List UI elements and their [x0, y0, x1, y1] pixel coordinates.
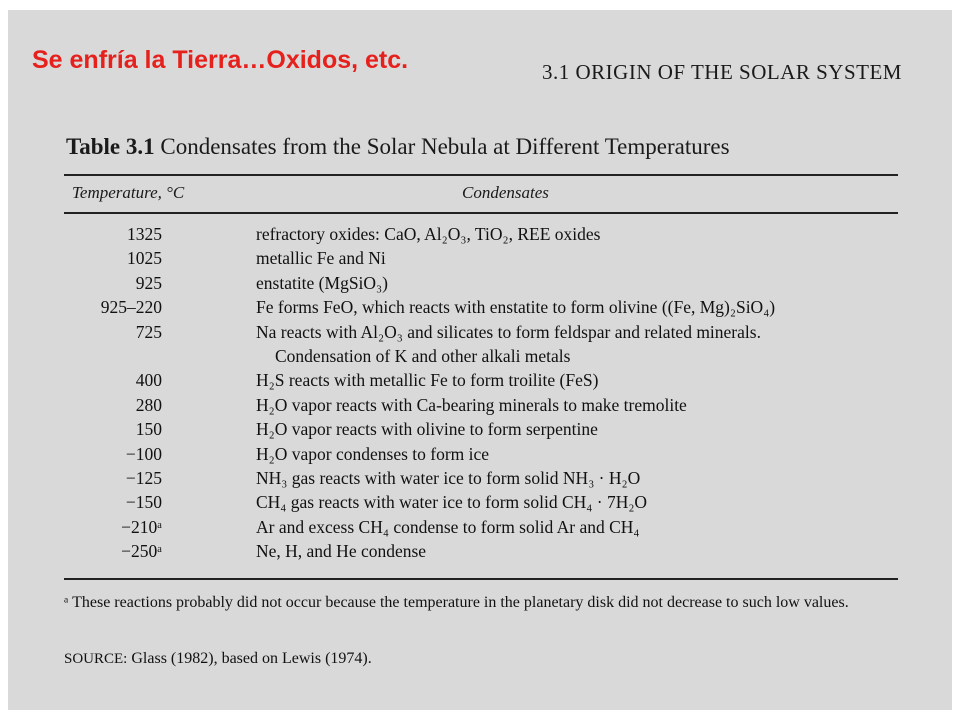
table-row [0, 273, 960, 297]
table-row [0, 224, 960, 248]
temperature-cell: 1325 [127, 224, 162, 244]
source-label: SOURCE: [64, 651, 128, 667]
temperature-cell: 725 [135, 321, 162, 342]
table-body [0, 224, 960, 565]
condensates-cell: CH₄ gas reacts with water ice to form solid CH₄ · 7H₂O [256, 492, 648, 513]
table-title: Condensates from the Solar Nebula at Different Temperatures [160, 134, 730, 159]
column-header-temperature: Temperature, °C [72, 183, 185, 202]
running-head: 3.1 ORIGIN OF THE SOLAR SYSTEM [542, 60, 902, 84]
table-row [0, 370, 960, 394]
bottom-rule [64, 578, 898, 580]
table-footnote: ᵃ These reactions probably did not occur because the temperature in the planetary disk did not decrease to such low values. [64, 594, 849, 611]
condensates-cell: Na reacts with Al₂O₃ and silicates to form feldspar and related minerals. [256, 321, 761, 342]
table-row [0, 395, 960, 419]
temperature-cell: −250ᵃ [121, 541, 162, 562]
table-row [0, 248, 960, 272]
temperature-cell: 280 [135, 394, 162, 415]
table-row [0, 322, 960, 346]
condensates-cell: metallic Fe and Ni [256, 248, 386, 269]
temperature-cell: −125 [125, 467, 162, 488]
table-caption [66, 134, 730, 160]
condensates-cell: refractory oxides: CaO, Al₂O₃, TiO₂, REE oxides [256, 224, 601, 244]
condensates-cell: enstatite (MgSiO₃) [256, 272, 388, 293]
condensates-cell: Fe forms FeO, which reacts with enstatite to form olivine ((Fe, Mg)₂SiO₄) [256, 297, 776, 318]
column-header-condensates: Condensates [462, 183, 549, 202]
table-row [0, 444, 960, 468]
condensates-cell: H₂S reacts with metallic Fe to form troilite (FeS) [256, 370, 599, 391]
table-row [0, 346, 960, 370]
temperature-cell: −210ᵃ [121, 516, 162, 537]
table-source [64, 650, 372, 668]
table-row [0, 468, 960, 492]
temperature-cell: −150 [125, 492, 162, 513]
condensates-cell: H₂O vapor condenses to form ice [256, 443, 490, 464]
table-row [0, 517, 960, 541]
condensates-cell: Condensation of K and other alkali metals [275, 345, 571, 366]
source-text: Glass (1982), based on Lewis (1974). [131, 650, 372, 667]
temperature-cell: 925–220 [100, 297, 162, 318]
temperature-cell: 1025 [127, 248, 162, 269]
condensates-cell: H₂O vapor reacts with Ca-bearing minerals to make tremolite [256, 394, 687, 415]
table-row [0, 541, 960, 565]
temperature-cell: 400 [135, 370, 162, 391]
table-row [0, 419, 960, 443]
top-rule [64, 174, 898, 176]
temperature-cell: 925 [135, 272, 162, 293]
condensates-cell: NH₃ gas reacts with water ice to form solid NH₃ · H₂O [256, 467, 641, 488]
condensates-cell: Ne, H, and He condense [256, 541, 427, 562]
table-number: Table 3.1 [66, 134, 155, 159]
condensates-cell: Ar and excess CH₄ condense to form solid Ar and CH₄ [256, 516, 640, 537]
table-row [0, 492, 960, 516]
condensates-cell: H₂O vapor reacts with olivine to form serpentine [256, 419, 598, 440]
slide-title: Se enfría la Tierra…Oxidos, etc. [32, 46, 409, 74]
header-rule [64, 212, 898, 214]
temperature-cell: 150 [135, 419, 162, 440]
table-row [0, 297, 960, 321]
temperature-cell: −100 [125, 443, 162, 464]
